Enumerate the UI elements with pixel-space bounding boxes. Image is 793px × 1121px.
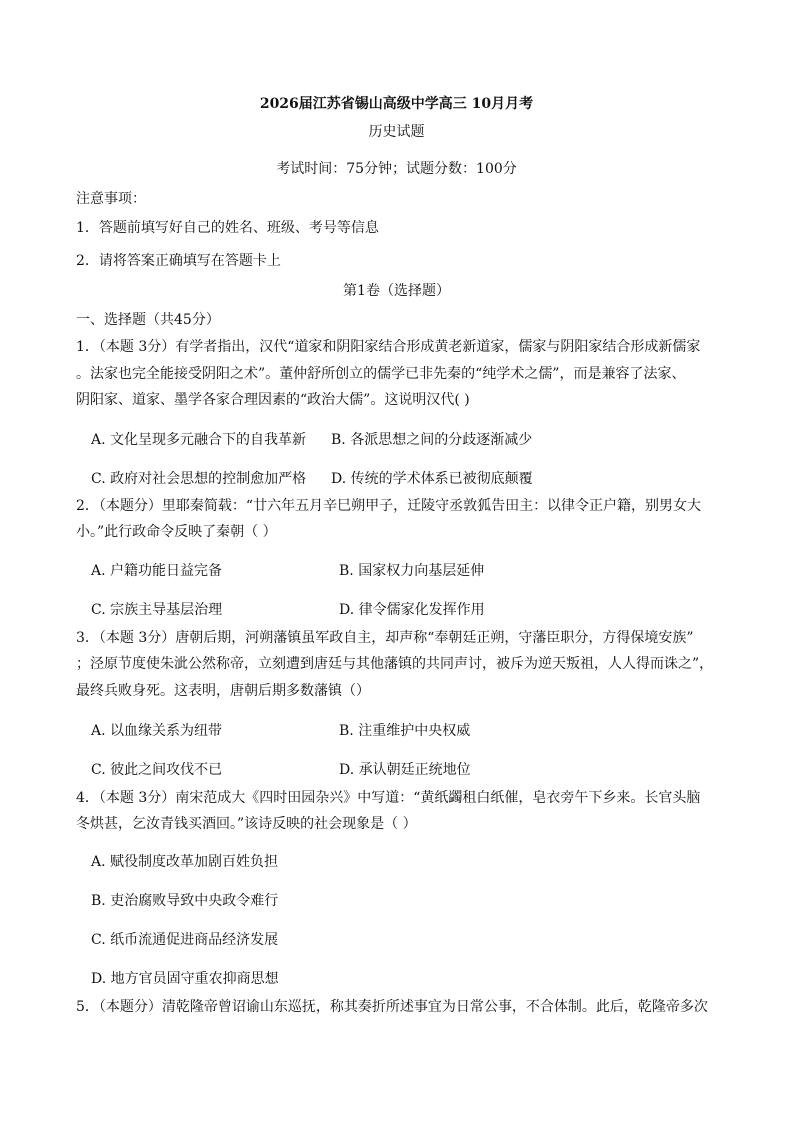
question-2-option-b[interactable]: B. 国家权力向基层延伸 <box>339 563 485 579</box>
question-1-line-2: 。法家也完全能接受阴阳之术”。董仲舒所创立的儒学已非先秦的“纯学术之儒”，而是兼容了法家、 <box>76 366 686 382</box>
question-1-option-c[interactable]: C. 政府对社会思想的控制愈加严格 <box>91 471 307 487</box>
question-1-option-b[interactable]: B. 各派思想之间的分歧逐渐减少 <box>331 432 533 448</box>
notes-item-2: 2．请将答案正确填写在答题卡上 <box>76 253 281 269</box>
notes-heading: 注意事项： <box>76 191 146 207</box>
exam-title: 2026届江苏省锡山高级中学高三 10月月考 <box>259 96 534 112</box>
question-4-line-2: 冬烘甚，乞汝青钱买酒回。”该诗反映的社会现象是（ ） <box>76 816 417 832</box>
question-2-option-a[interactable]: A. 户籍功能日益完备 <box>91 563 223 579</box>
exam-info: 考试时间：75分钟；试题分数：100分 <box>276 161 517 177</box>
question-5-line-1: 5．（本题分）清乾隆帝曾诏谕山东巡抚，称其奏折所述事宜为日常公事，不合体制。此后，乾隆帝多次 <box>76 999 708 1015</box>
question-4-line-1: 4．（本题 3分）南宋范成大《四时田园杂兴》中写道：“黄纸蠲租白纸催，皂衣旁午下乡来。长官头脑 <box>76 790 701 806</box>
question-4-option-d[interactable]: D. 地方官员固守重农抑商思想 <box>91 971 279 987</box>
question-3-option-d[interactable]: D. 承认朝廷正统地位 <box>339 762 471 778</box>
question-1-line-1: 1．（本题 3分）有学者指出，汉代“道家和阴阳家结合形成黄老新道家，儒家与阴阳家结合形成新儒家 <box>76 339 701 355</box>
question-1-line-3: 阴阳家、道家、墨学各家合理因素的“政治大儒”。这说明汉代( ) <box>76 392 470 408</box>
question-1-option-a[interactable]: A. 文化呈现多元融合下的自我革新 <box>91 432 307 448</box>
notes-item-1: 1．答题前填写好自己的姓名、班级、考号等信息 <box>76 220 379 236</box>
question-3-line-3: 最终兵败身死。这表明，唐朝后期多数藩镇（） <box>76 683 370 699</box>
question-3-line-1: 3．（本题 3分）唐朝后期，河朔藩镇虽军政自主，却声称“奉朝廷正朔，守藩臣职分，方得保境安族” <box>76 630 694 646</box>
question-3-option-a[interactable]: A. 以血缘关系为纽带 <box>91 723 223 739</box>
question-4-option-b[interactable]: B. 吏治腐败导致中央政令难行 <box>91 893 279 909</box>
exam-subject: 历史试题 <box>368 124 425 140</box>
question-2-option-c[interactable]: C. 宗族主导基层治理 <box>91 602 223 618</box>
question-1-option-d[interactable]: D. 传统的学术体系已被彻底颠覆 <box>331 471 533 487</box>
question-3-option-c[interactable]: C. 彼此之间攻伐不已 <box>91 762 223 778</box>
question-3-option-b[interactable]: B. 注重维护中央权威 <box>339 723 471 739</box>
question-4-option-c[interactable]: C. 纸币流通促进商品经济发展 <box>91 932 279 948</box>
question-2-line-1: 2．（本题分）里耶秦简载：“廿六年五月辛巳朔甲子，迁陵守丞敦狐告田主：以律令正户籍，别男女大 <box>76 498 702 514</box>
section-heading: 一、选择题（共45分） <box>76 312 220 328</box>
question-2-line-2: 小。”此行政命令反映了秦朝（ ） <box>76 524 277 540</box>
question-3-line-2: ；泾原节度使朱泚公然称帝，立刻遭到唐廷与其他藩镇的共同声讨，被斥为逆天叛祖，人人得而诛之”， <box>76 656 714 672</box>
volume-heading: 第1卷（选择题） <box>343 283 450 299</box>
question-2-option-d[interactable]: D. 律令儒家化发挥作用 <box>339 602 485 618</box>
question-4-option-a[interactable]: A. 赋役制度改革加剧百姓负担 <box>91 854 279 870</box>
